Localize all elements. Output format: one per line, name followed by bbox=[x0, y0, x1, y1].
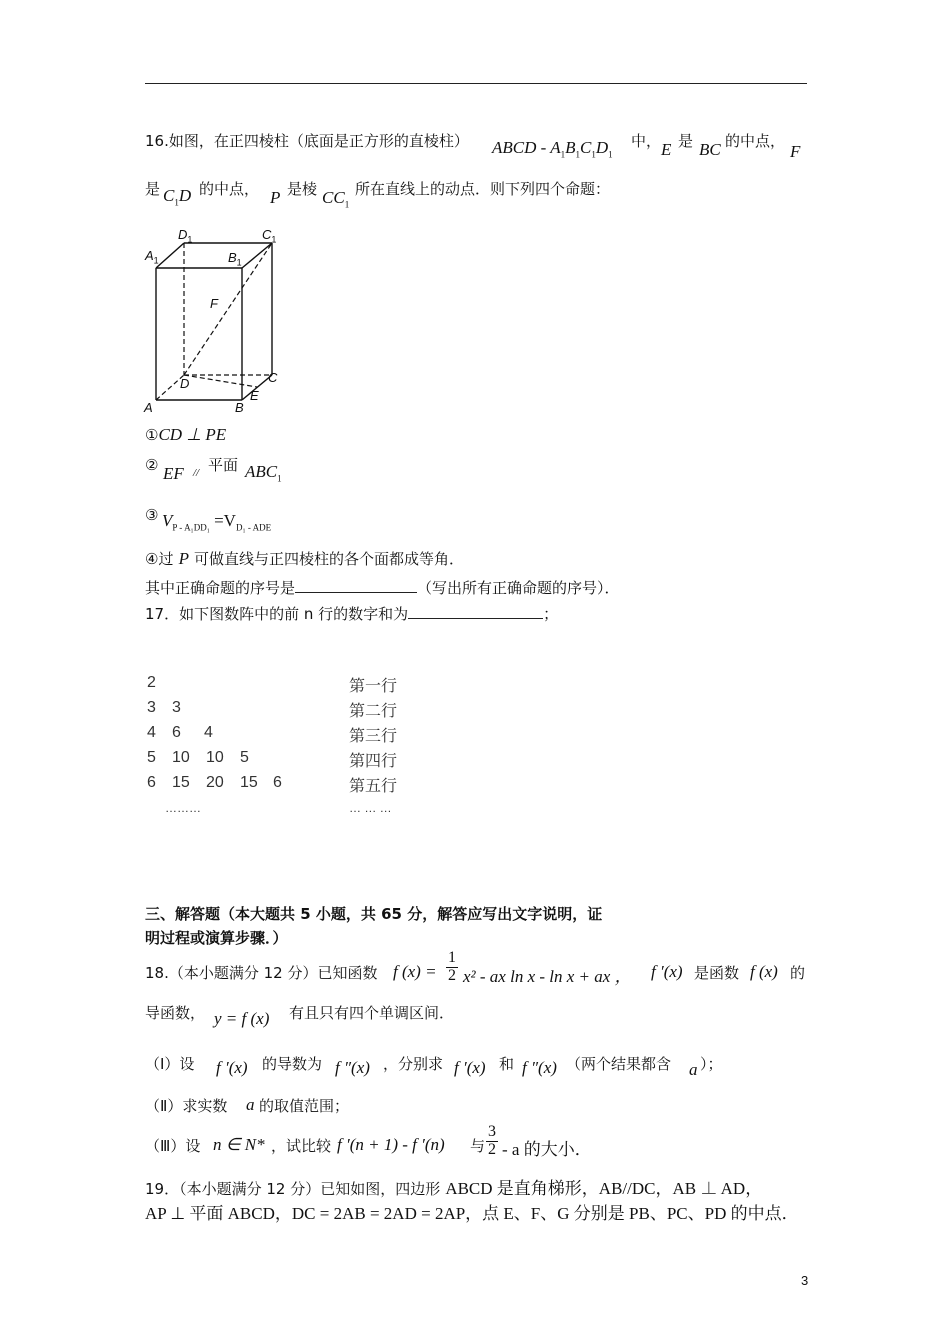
edge-b1c1 bbox=[242, 243, 272, 268]
q18-yfx: y = f (x) bbox=[214, 1009, 270, 1028]
q16-P: P bbox=[270, 188, 281, 207]
option2-mark: ② bbox=[145, 456, 159, 474]
array-cell: 4 bbox=[204, 724, 213, 741]
array-cell: 3 bbox=[172, 699, 181, 716]
label-E: E bbox=[250, 388, 259, 403]
header-rule bbox=[145, 83, 807, 84]
edge-a1d1 bbox=[156, 243, 184, 268]
q16-prism-label bbox=[492, 138, 613, 159]
q16-shileng: 是棱 bbox=[287, 180, 318, 198]
array-cell: 6 bbox=[273, 774, 282, 791]
q19-trapezoid: ABCD 是直角梯形，AB//DC，AB ⊥ AD， bbox=[445, 1179, 763, 1198]
q16-line1 bbox=[145, 130, 469, 151]
q18-three-halves bbox=[486, 1124, 498, 1159]
q16-intro: 16.如图，在正四棱柱（底面是正方形的直棱柱） bbox=[145, 132, 469, 150]
array-cell: 10 bbox=[206, 749, 224, 766]
array-row-label: 第四行 bbox=[349, 751, 398, 770]
q16-line2-tail: 所在直线上的动点．则下列四个命题： bbox=[355, 180, 611, 198]
section3-heading-line2: 明过程或演算步骤．） bbox=[145, 929, 288, 947]
option1-mark: ① bbox=[145, 426, 159, 444]
three-halves-denominator: 2 bbox=[488, 1140, 496, 1158]
q18-expression: x² - ax ln x - ln x + ax ， bbox=[463, 967, 632, 986]
q19-line2: AP ⊥ 平面 ABCD，DC = 2AB = 2AD = 2AP，点 E、F、G 分别是 PB、PC、PD 的中点． bbox=[145, 1204, 799, 1223]
answer-prompt: 其中正确命题的序号是 bbox=[145, 579, 296, 597]
array-row-label: 第一行 bbox=[349, 676, 398, 695]
q17-blank[interactable] bbox=[408, 604, 543, 619]
array-dots-right: … … … bbox=[349, 801, 392, 815]
option4-a: 过 bbox=[158, 550, 174, 568]
array-cell: 15 bbox=[240, 774, 258, 791]
q16-option-3 bbox=[145, 505, 158, 524]
q18-part1-fpp: f ″(x) bbox=[335, 1058, 370, 1077]
q18-line2-a: 导函数， bbox=[145, 1004, 206, 1022]
q18-fprime: f ′(x) bbox=[651, 962, 683, 981]
q18-fx2: f (x) bbox=[750, 962, 778, 981]
q16-answer-line bbox=[145, 577, 620, 598]
q18-part2-a: （Ⅱ）求实数 bbox=[145, 1097, 228, 1115]
array-row-label: 第二行 bbox=[349, 701, 398, 720]
q18-is-deriv: 是函数 bbox=[694, 964, 740, 982]
prism-sub3: 1 bbox=[591, 149, 596, 160]
q19-line1 bbox=[145, 1174, 762, 1199]
label-B1: $B_1$ bbox=[228, 250, 242, 268]
array-dots-left: ……… bbox=[165, 801, 201, 815]
q17-semicolon: ； bbox=[543, 605, 559, 623]
q18-part1-b: 的导数为 bbox=[262, 1055, 323, 1073]
array-row-label: 第五行 bbox=[349, 776, 398, 795]
q18-part2-b: 的取值范围； bbox=[259, 1097, 350, 1115]
c1d-c: C bbox=[163, 186, 175, 205]
q16-shi2: 是 bbox=[145, 180, 161, 198]
q18-part3-b: ，试比较 bbox=[271, 1137, 332, 1155]
q16-E: E bbox=[661, 140, 672, 159]
q16-option-4 bbox=[145, 548, 464, 569]
array-cell: 6 bbox=[172, 724, 181, 741]
array-row: 5 bbox=[147, 749, 156, 766]
q18-line2-b: 有且只有四个单调区间． bbox=[289, 1004, 455, 1022]
prism-sub4: 1 bbox=[608, 149, 613, 160]
q16-BC: BC bbox=[699, 140, 721, 159]
q18-part2-var: a bbox=[246, 1095, 255, 1114]
answer-blank[interactable] bbox=[295, 578, 417, 593]
array-row-label: 第三行 bbox=[349, 726, 398, 745]
q18-part1-e: （两个结果都含 bbox=[566, 1055, 672, 1073]
half-numerator: 1 bbox=[448, 949, 456, 966]
array-row: 6 bbox=[147, 774, 156, 791]
q18-intro: 18.（本小题满分 12 分）已知函数 bbox=[145, 964, 378, 982]
option1-text: CD ⊥ PE bbox=[158, 425, 227, 444]
segment-de bbox=[184, 375, 257, 387]
prism-sub2: 1 bbox=[575, 149, 581, 160]
q18-part1-c: ，分别求 bbox=[383, 1055, 444, 1073]
array-cell: 10 bbox=[172, 749, 190, 766]
c1d-d: D bbox=[178, 186, 192, 205]
q18-part3-c: 与 bbox=[470, 1137, 486, 1155]
q18-part1-fp2: f ′(x) bbox=[454, 1058, 486, 1077]
q18-part1-d: 和 bbox=[499, 1055, 515, 1073]
q16-option2-ABC1: $ABC_1$ bbox=[245, 462, 282, 484]
q17-line bbox=[145, 603, 558, 624]
q16-CC1 bbox=[322, 188, 349, 209]
q17-text: 17．如下图数阵中的前 n 行的数字和为 bbox=[145, 605, 409, 623]
option3-mark: ③ bbox=[145, 506, 159, 524]
q18-part3-a: （Ⅲ）设 bbox=[145, 1137, 201, 1155]
prism-figure bbox=[140, 225, 290, 420]
label-B: B bbox=[235, 400, 244, 415]
q16-midpoint2: 的中点， bbox=[199, 180, 260, 198]
q18-fx: f (x) = bbox=[393, 962, 437, 981]
cc1-sub: 1 bbox=[344, 199, 350, 210]
array-cell: 20 bbox=[206, 774, 224, 791]
array-row: 4 bbox=[147, 724, 156, 741]
q18-part3-d: - a 的大小． bbox=[502, 1140, 592, 1159]
q18-part1-f: ）； bbox=[700, 1055, 723, 1073]
array-cell: 15 bbox=[172, 774, 190, 791]
label-C: C bbox=[268, 370, 278, 385]
q18-part1-a: （Ⅰ）设 bbox=[145, 1055, 195, 1073]
label-D1: $D_1$ bbox=[178, 227, 193, 245]
q16-F: F bbox=[790, 142, 801, 161]
prism-c: C bbox=[580, 138, 592, 157]
q16-option3-formula: $V_{P - A_1DD_1} =V_{D_1 - ADE}$ bbox=[162, 511, 272, 533]
prism-a: ABCD - A bbox=[492, 138, 561, 157]
q18-half bbox=[446, 950, 458, 985]
half-denominator: 2 bbox=[448, 966, 456, 984]
prism-d: D bbox=[595, 138, 609, 157]
q19-intro: 19．（本小题满分 12 分）已知如图，四边形 bbox=[145, 1180, 441, 1198]
q16-option2-EF: EF bbox=[163, 464, 184, 483]
page-number: 3 bbox=[801, 1273, 809, 1288]
option4-mark: ④ bbox=[145, 550, 159, 568]
array-row: 3 bbox=[147, 699, 156, 716]
q18-part3-n: n ∈ N* bbox=[213, 1135, 265, 1154]
q16-option-2 bbox=[145, 455, 158, 474]
q16-shi1: 是 bbox=[678, 132, 694, 150]
q16-option2-par: // bbox=[193, 467, 200, 479]
label-F: F bbox=[210, 296, 218, 311]
answer-hint: （写出所有正确命题的序号）． bbox=[417, 579, 620, 597]
three-halves-numerator: 3 bbox=[488, 1123, 496, 1140]
label-A: A bbox=[144, 400, 153, 415]
q18-de: 的 bbox=[790, 964, 806, 982]
cc1: CC bbox=[322, 188, 345, 207]
q18-part1-fpp2: f ″(x) bbox=[522, 1058, 557, 1077]
q18-part3-expr: f ′(n + 1) - f ′(n) bbox=[337, 1135, 445, 1154]
array-row: 2 bbox=[147, 674, 156, 691]
label-C1: $C_1$ bbox=[262, 227, 277, 245]
section3-heading-line1: 三、解答题（本大题共 5 小题，共 65 分，解答应写出文字说明，证 bbox=[145, 905, 603, 923]
q18-part1-fp: f ′(x) bbox=[216, 1058, 248, 1077]
option4-P: P bbox=[178, 549, 189, 568]
q16-option2-plane: 平面 bbox=[208, 456, 239, 474]
q16-midpoint1: 的中点， bbox=[725, 132, 786, 150]
array-cell: 5 bbox=[240, 749, 249, 766]
c1d-sub: 1 bbox=[174, 197, 179, 208]
q16-option-1 bbox=[145, 425, 226, 445]
label-A1: $A_1$ bbox=[145, 248, 159, 266]
option4-b: 可做直线与正四棱柱的各个面都成等角． bbox=[194, 550, 465, 568]
q16-zhong: 中， bbox=[631, 132, 662, 150]
q18-part1-a-var: a bbox=[689, 1060, 698, 1079]
prism-b: B bbox=[565, 138, 576, 157]
label-D: D bbox=[180, 376, 190, 391]
prism-sub1: 1 bbox=[560, 149, 566, 160]
q16-C1D bbox=[163, 186, 191, 207]
